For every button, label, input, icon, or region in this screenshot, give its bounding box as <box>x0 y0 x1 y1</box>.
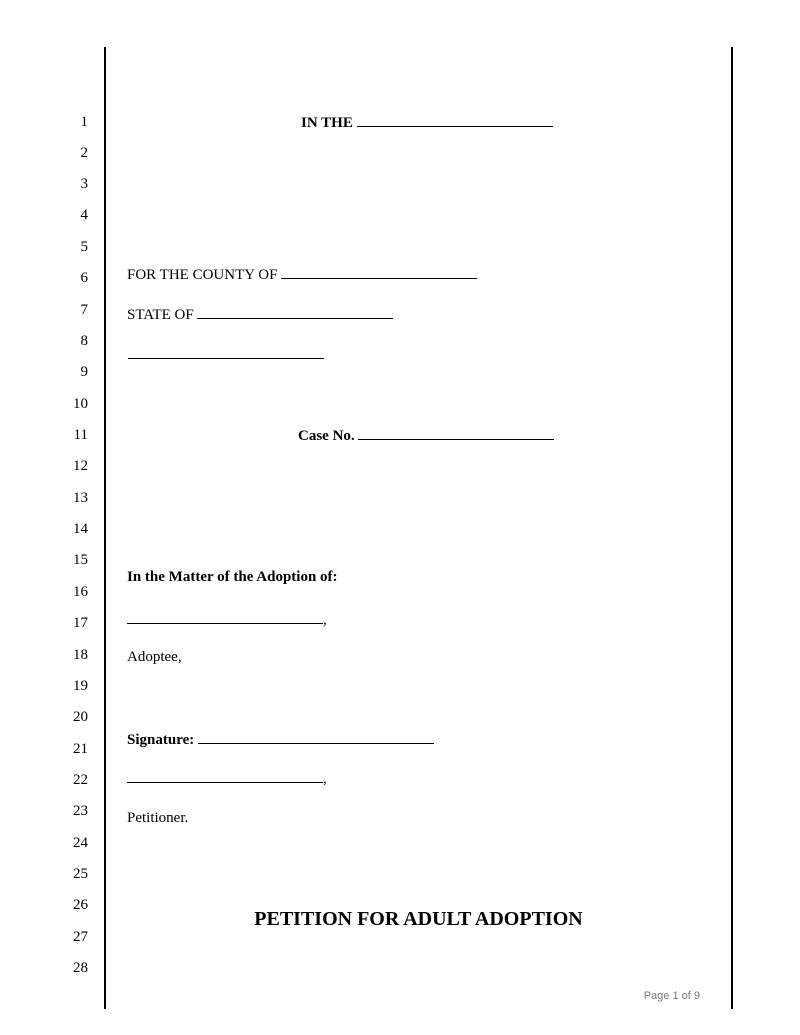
line-number: 8 <box>80 333 88 349</box>
line-number: 23 <box>73 803 88 819</box>
signature-line <box>127 729 434 749</box>
line-number: 3 <box>80 176 88 192</box>
state-label: STATE OF <box>127 307 194 323</box>
signature-blank[interactable] <box>198 729 434 744</box>
court-heading-label: IN THE <box>301 115 353 131</box>
line-number: 22 <box>73 772 88 788</box>
line-number: 21 <box>73 741 88 757</box>
line-number: 5 <box>80 239 88 255</box>
adoptee-name-blank[interactable] <box>127 609 323 624</box>
line-number: 12 <box>73 458 88 474</box>
line-number: 25 <box>73 866 88 882</box>
line-number: 24 <box>73 835 88 851</box>
line-number: 28 <box>73 960 88 976</box>
state-line <box>127 304 393 324</box>
county-blank[interactable] <box>281 264 477 279</box>
adoptee-name-line <box>127 609 327 629</box>
line-number: 19 <box>73 678 88 694</box>
petitioner-comma: , <box>323 771 327 787</box>
line-number: 9 <box>80 364 88 380</box>
line-number: 27 <box>73 929 88 945</box>
petitioner-name-blank[interactable] <box>127 768 323 783</box>
county-label: FOR THE COUNTY OF <box>127 267 278 283</box>
case-number-line <box>298 425 554 445</box>
line-number: 10 <box>73 396 88 412</box>
line-number: 18 <box>73 647 88 663</box>
case-number-blank[interactable] <box>358 425 554 440</box>
line-number: 11 <box>73 427 88 443</box>
line-number: 20 <box>73 709 88 725</box>
state-blank[interactable] <box>197 304 393 319</box>
page-number-footer: Page 1 of 9 <box>643 990 700 1002</box>
document-title: PETITION FOR ADULT ADOPTION <box>254 908 583 930</box>
line-number: 17 <box>73 615 88 631</box>
line-number: 6 <box>80 270 88 286</box>
county-line <box>127 264 477 284</box>
court-name-blank[interactable] <box>357 112 553 127</box>
left-margin-rule <box>104 47 106 1009</box>
petitioner-name-line <box>127 768 327 788</box>
line-number: 4 <box>80 207 88 223</box>
line-number: 26 <box>73 897 88 913</box>
adoptee-comma: , <box>323 612 327 628</box>
petitioner-label: Petitioner. <box>127 810 189 826</box>
line-number: 16 <box>73 584 88 600</box>
adoptee-label: Adoptee, <box>127 649 182 665</box>
case-number-label: Case No. <box>298 428 355 444</box>
court-heading <box>301 112 553 132</box>
line-number: 7 <box>80 302 88 318</box>
party-blank[interactable] <box>128 358 324 359</box>
line-number: 1 <box>80 114 88 130</box>
signature-label: Signature: <box>127 732 195 748</box>
right-margin-rule <box>731 47 733 1009</box>
line-number: 14 <box>73 521 88 537</box>
line-number: 2 <box>80 145 88 161</box>
matter-heading: In the Matter of the Adoption of: <box>127 569 338 585</box>
line-number: 15 <box>73 552 88 568</box>
line-number: 13 <box>73 490 88 506</box>
